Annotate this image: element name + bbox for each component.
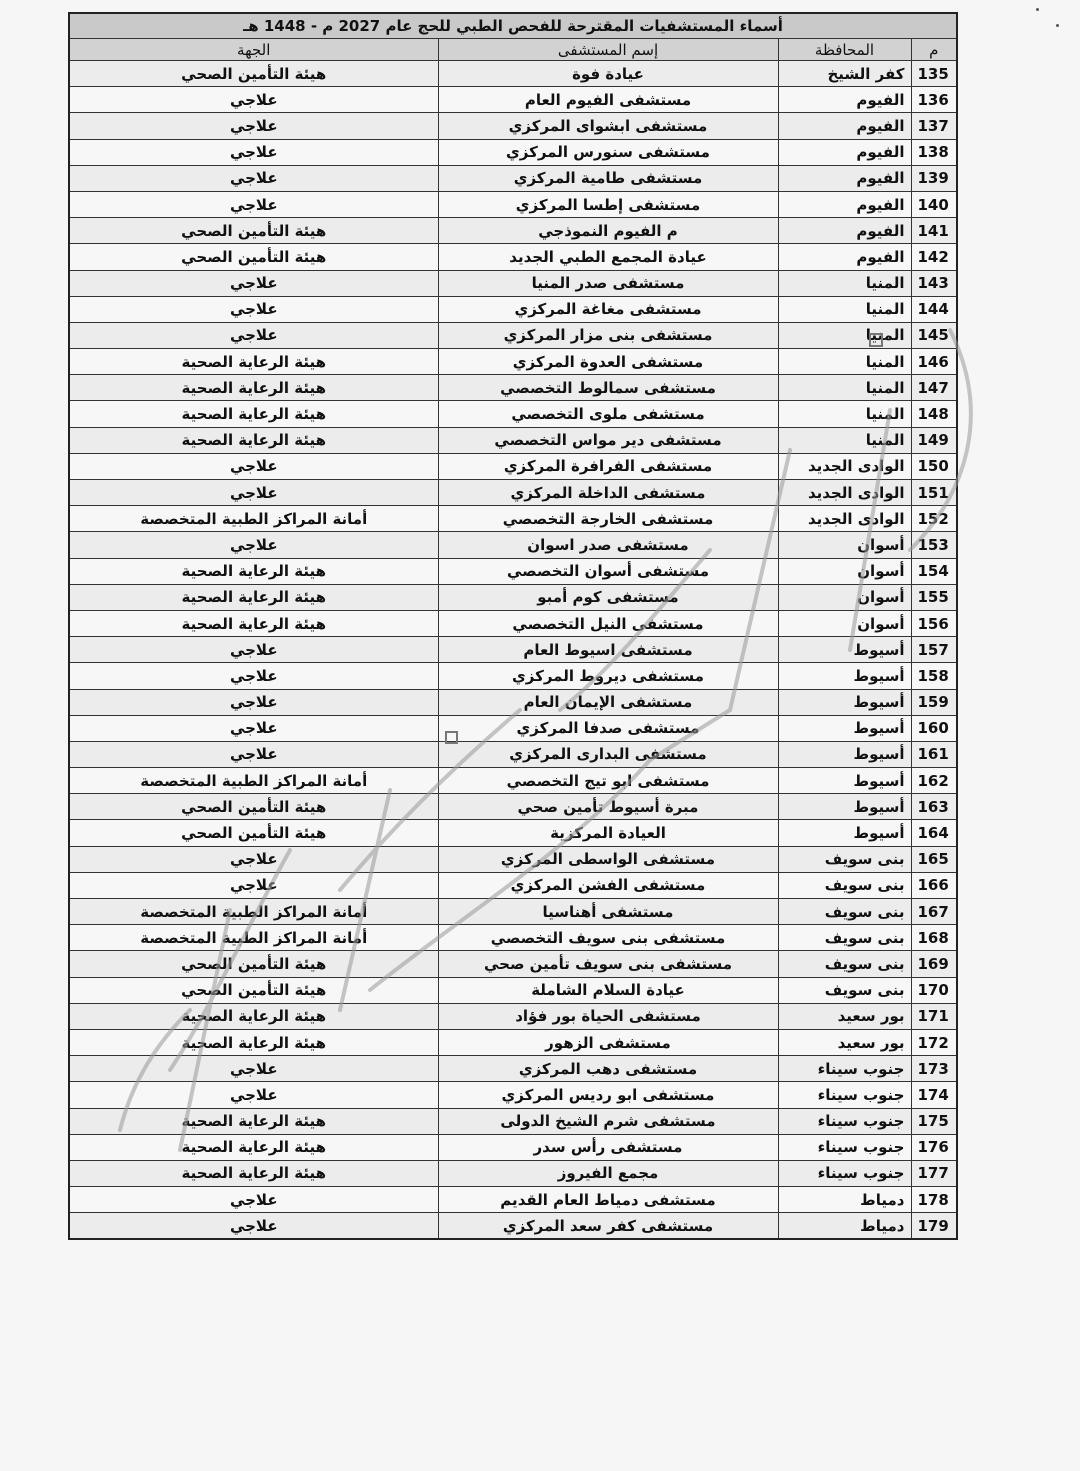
row-hospital-name: مستشفى الإيمان العام xyxy=(438,689,778,715)
table-row xyxy=(69,218,957,244)
row-authority: هيئة التأمين الصحي xyxy=(69,951,438,977)
row-number: 142 xyxy=(911,244,957,270)
row-governorate: الفيوم xyxy=(778,139,911,165)
row-authority: هيئة الرعاية الصحية xyxy=(69,401,438,427)
table-row xyxy=(69,480,957,506)
table-row xyxy=(69,270,957,296)
row-hospital-name: مستشفى العدوة المركزي xyxy=(438,349,778,375)
row-hospital-name: مستشفى البدارى المركزي xyxy=(438,741,778,767)
row-number: 135 xyxy=(911,61,957,87)
row-authority: علاجي xyxy=(69,165,438,191)
row-governorate: المنيا xyxy=(778,427,911,453)
row-governorate: المنيا xyxy=(778,296,911,322)
scan-speck xyxy=(1036,8,1039,11)
row-hospital-name: عيادة السلام الشاملة xyxy=(438,977,778,1003)
table-row xyxy=(69,1134,957,1160)
row-governorate: المنيا xyxy=(778,375,911,401)
row-hospital-name: مستشفى الخارجة التخصصي xyxy=(438,506,778,532)
table-row xyxy=(69,689,957,715)
table-row xyxy=(69,899,957,925)
table-row xyxy=(69,1160,957,1186)
row-governorate: أسوان xyxy=(778,584,911,610)
row-authority: علاجي xyxy=(69,322,438,348)
row-hospital-name: مبرة أسيوط تأمين صحي xyxy=(438,794,778,820)
row-authority: هيئة التأمين الصحي xyxy=(69,61,438,87)
row-hospital-name: مستشفى بنى سويف التخصصي xyxy=(438,925,778,951)
table-row xyxy=(69,846,957,872)
table-row xyxy=(69,244,957,270)
row-number: 151 xyxy=(911,480,957,506)
row-authority: هيئة الرعاية الصحية xyxy=(69,1003,438,1029)
row-number: 137 xyxy=(911,113,957,139)
row-authority: علاجي xyxy=(69,191,438,217)
row-number: 146 xyxy=(911,349,957,375)
row-authority: هيئة الرعاية الصحية xyxy=(69,1108,438,1134)
row-authority: هيئة التأمين الصحي xyxy=(69,794,438,820)
row-governorate: بور سعيد xyxy=(778,1003,911,1029)
row-governorate: أسوان xyxy=(778,558,911,584)
row-governorate: المنيا xyxy=(778,401,911,427)
table-row xyxy=(69,663,957,689)
row-authority: هيئة الرعاية الصحية xyxy=(69,558,438,584)
row-number: 175 xyxy=(911,1108,957,1134)
table-row xyxy=(69,322,957,348)
table-row xyxy=(69,61,957,87)
table-body xyxy=(69,61,957,1240)
row-governorate: أسيوط xyxy=(778,715,911,741)
row-governorate: الفيوم xyxy=(778,113,911,139)
row-governorate: أسيوط xyxy=(778,741,911,767)
row-authority: هيئة الرعاية الصحية xyxy=(69,349,438,375)
row-authority: علاجي xyxy=(69,139,438,165)
row-authority: هيئة الرعاية الصحية xyxy=(69,584,438,610)
row-hospital-name: عيادة فوة xyxy=(438,61,778,87)
table-row xyxy=(69,113,957,139)
row-governorate: جنوب سيناء xyxy=(778,1134,911,1160)
row-authority: أمانة المراكز الطبية المتخصصة xyxy=(69,768,438,794)
row-number: 154 xyxy=(911,558,957,584)
row-hospital-name: مستشفى ابو تيج التخصصي xyxy=(438,768,778,794)
table-row xyxy=(69,296,957,322)
row-governorate: الوادى الجديد xyxy=(778,453,911,479)
row-authority: هيئة التأمين الصحي xyxy=(69,820,438,846)
row-authority: علاجي xyxy=(69,1213,438,1240)
table-row xyxy=(69,453,957,479)
row-number: 153 xyxy=(911,532,957,558)
row-hospital-name: مستشفى الحياة بور فؤاد xyxy=(438,1003,778,1029)
row-number: 166 xyxy=(911,872,957,898)
row-governorate: بنى سويف xyxy=(778,872,911,898)
row-number: 147 xyxy=(911,375,957,401)
row-hospital-name: مستشفى الفرافرة المركزي xyxy=(438,453,778,479)
row-authority: هيئة التأمين الصحي xyxy=(69,977,438,1003)
column-header-row xyxy=(69,39,957,61)
row-hospital-name: م الفيوم النموذجي xyxy=(438,218,778,244)
table-row xyxy=(69,951,957,977)
row-hospital-name: مستشفى كفر سعد المركزي xyxy=(438,1213,778,1240)
row-number: 173 xyxy=(911,1056,957,1082)
table-row xyxy=(69,87,957,113)
row-number: 149 xyxy=(911,427,957,453)
row-governorate: الفيوم xyxy=(778,165,911,191)
row-authority: علاجي xyxy=(69,846,438,872)
row-hospital-name: مستشفى صدر المنيا xyxy=(438,270,778,296)
row-hospital-name: مستشفى إطسا المركزي xyxy=(438,191,778,217)
row-hospital-name: مستشفى بنى سويف تأمين صحي xyxy=(438,951,778,977)
row-hospital-name: مستشفى سمالوط التخصصي xyxy=(438,375,778,401)
row-hospital-name: مستشفى الفشن المركزي xyxy=(438,872,778,898)
table-row xyxy=(69,768,957,794)
row-number: 159 xyxy=(911,689,957,715)
row-number: 172 xyxy=(911,1029,957,1055)
row-governorate: بنى سويف xyxy=(778,899,911,925)
table-row xyxy=(69,925,957,951)
row-number: 174 xyxy=(911,1082,957,1108)
row-hospital-name: مستشفى طامية المركزي xyxy=(438,165,778,191)
scan-speck xyxy=(1056,24,1059,27)
row-authority: علاجي xyxy=(69,296,438,322)
row-number: 138 xyxy=(911,139,957,165)
row-governorate: الفيوم xyxy=(778,191,911,217)
table-row xyxy=(69,506,957,532)
row-hospital-name: مستشفى أهناسيا xyxy=(438,899,778,925)
row-number: 167 xyxy=(911,899,957,925)
row-authority: أمانة المراكز الطبية المتخصصة xyxy=(69,506,438,532)
row-authority: علاجي xyxy=(69,1187,438,1213)
row-number: 165 xyxy=(911,846,957,872)
row-hospital-name: مستشفى رأس سدر xyxy=(438,1134,778,1160)
row-governorate: أسوان xyxy=(778,610,911,636)
table-row xyxy=(69,139,957,165)
header-authority: الجهة xyxy=(69,39,438,61)
row-hospital-name: مستشفى دير مواس التخصصي xyxy=(438,427,778,453)
row-governorate: جنوب سيناء xyxy=(778,1056,911,1082)
row-governorate: المنيا xyxy=(778,270,911,296)
table-title: أسماء المستشفيات المقترحة للفحص الطبي للحج عام 2027 م - 1448 هـ xyxy=(69,13,957,39)
row-hospital-name: مستشفى أسوان التخصصي xyxy=(438,558,778,584)
row-governorate: بنى سويف xyxy=(778,977,911,1003)
row-number: 171 xyxy=(911,1003,957,1029)
row-number: 169 xyxy=(911,951,957,977)
table-row xyxy=(69,610,957,636)
row-authority: علاجي xyxy=(69,87,438,113)
row-governorate: الفيوم xyxy=(778,87,911,113)
row-authority: علاجي xyxy=(69,1056,438,1082)
row-governorate: أسيوط xyxy=(778,689,911,715)
row-number: 143 xyxy=(911,270,957,296)
row-governorate: أسيوط xyxy=(778,663,911,689)
table-row xyxy=(69,977,957,1003)
row-governorate: جنوب سيناء xyxy=(778,1082,911,1108)
row-number: 141 xyxy=(911,218,957,244)
row-authority: علاجي xyxy=(69,689,438,715)
table-row xyxy=(69,165,957,191)
row-governorate: جنوب سيناء xyxy=(778,1108,911,1134)
row-governorate: بنى سويف xyxy=(778,951,911,977)
row-governorate: بور سعيد xyxy=(778,1029,911,1055)
table-row xyxy=(69,794,957,820)
row-authority: أمانة المراكز الطبية المتخصصة xyxy=(69,899,438,925)
row-hospital-name: مستشفى الداخلة المركزي xyxy=(438,480,778,506)
row-number: 158 xyxy=(911,663,957,689)
row-number: 178 xyxy=(911,1187,957,1213)
row-governorate: أسيوط xyxy=(778,637,911,663)
row-number: 136 xyxy=(911,87,957,113)
row-number: 139 xyxy=(911,165,957,191)
row-governorate: دمياط xyxy=(778,1213,911,1240)
row-governorate: أسيوط xyxy=(778,820,911,846)
table-row xyxy=(69,349,957,375)
row-hospital-name: مستشفى ابو رديس المركزي xyxy=(438,1082,778,1108)
row-governorate: المنيا xyxy=(778,349,911,375)
row-authority: هيئة الرعاية الصحية xyxy=(69,610,438,636)
table-row xyxy=(69,1187,957,1213)
row-authority: علاجي xyxy=(69,637,438,663)
row-authority: علاجي xyxy=(69,532,438,558)
row-authority: علاجي xyxy=(69,270,438,296)
row-authority: هيئة الرعاية الصحية xyxy=(69,1029,438,1055)
row-hospital-name: مستشفى الفيوم العام xyxy=(438,87,778,113)
table-row xyxy=(69,427,957,453)
table-row xyxy=(69,637,957,663)
table-row xyxy=(69,1108,957,1134)
row-number: 152 xyxy=(911,506,957,532)
row-number: 145 xyxy=(911,322,957,348)
row-authority: هيئة الرعاية الصحية xyxy=(69,375,438,401)
table-row xyxy=(69,191,957,217)
row-hospital-name: مستشفى الواسطى المركزي xyxy=(438,846,778,872)
row-governorate: جنوب سيناء xyxy=(778,1160,911,1186)
row-authority: علاجي xyxy=(69,1082,438,1108)
row-hospital-name: مستشفى دمياط العام القديم xyxy=(438,1187,778,1213)
row-authority: هيئة التأمين الصحي xyxy=(69,244,438,270)
row-hospital-name: مستشفى بنى مزار المركزي xyxy=(438,322,778,348)
table-row xyxy=(69,375,957,401)
table-row xyxy=(69,1003,957,1029)
row-hospital-name: مستشفى سنورس المركزي xyxy=(438,139,778,165)
row-authority: علاجي xyxy=(69,113,438,139)
row-number: 164 xyxy=(911,820,957,846)
row-authority: أمانة المراكز الطبية المتخصصة xyxy=(69,925,438,951)
row-number: 179 xyxy=(911,1213,957,1240)
row-governorate: الوادى الجديد xyxy=(778,480,911,506)
row-authority: علاجي xyxy=(69,480,438,506)
row-authority: علاجي xyxy=(69,741,438,767)
row-governorate: أسوان xyxy=(778,532,911,558)
row-number: 156 xyxy=(911,610,957,636)
row-hospital-name: مستشفى صدفا المركزي xyxy=(438,715,778,741)
row-number: 177 xyxy=(911,1160,957,1186)
row-authority: هيئة الرعاية الصحية xyxy=(69,1134,438,1160)
table-row xyxy=(69,1056,957,1082)
row-authority: هيئة التأمين الصحي xyxy=(69,218,438,244)
row-number: 176 xyxy=(911,1134,957,1160)
row-number: 148 xyxy=(911,401,957,427)
row-governorate: أسيوط xyxy=(778,794,911,820)
row-hospital-name: مستشفى الزهور xyxy=(438,1029,778,1055)
row-hospital-name: مستشفى النيل التخصصي xyxy=(438,610,778,636)
table-row xyxy=(69,1213,957,1240)
table-row xyxy=(69,584,957,610)
row-hospital-name: مستشفى شرم الشيخ الدولى xyxy=(438,1108,778,1134)
row-number: 161 xyxy=(911,741,957,767)
table-row xyxy=(69,820,957,846)
row-authority: علاجي xyxy=(69,663,438,689)
row-hospital-name: العيادة المركزية xyxy=(438,820,778,846)
row-number: 160 xyxy=(911,715,957,741)
table-row xyxy=(69,1029,957,1055)
row-governorate: الوادى الجديد xyxy=(778,506,911,532)
row-number: 150 xyxy=(911,453,957,479)
row-hospital-name: مستشفى ابشواى المركزي xyxy=(438,113,778,139)
row-hospital-name: مستشفى ملوى التخصصي xyxy=(438,401,778,427)
row-number: 163 xyxy=(911,794,957,820)
row-hospital-name: مستشفى اسيوط العام xyxy=(438,637,778,663)
row-governorate: المنيا xyxy=(778,322,911,348)
row-governorate: دمياط xyxy=(778,1187,911,1213)
header-governorate: المحافظة xyxy=(778,39,911,61)
row-number: 157 xyxy=(911,637,957,663)
row-governorate: بنى سويف xyxy=(778,925,911,951)
header-hospital: إسم المستشفى xyxy=(438,39,778,61)
row-hospital-name: مجمع الفيروز xyxy=(438,1160,778,1186)
table-row xyxy=(69,1082,957,1108)
row-authority: هيئة الرعاية الصحية xyxy=(69,427,438,453)
header-num: م xyxy=(911,39,957,61)
row-hospital-name: مستشفى ديروط المركزي xyxy=(438,663,778,689)
row-authority: علاجي xyxy=(69,715,438,741)
row-hospital-name: عيادة المجمع الطبي الجديد xyxy=(438,244,778,270)
row-governorate: أسيوط xyxy=(778,768,911,794)
row-governorate: كفر الشيخ xyxy=(778,61,911,87)
table-row xyxy=(69,872,957,898)
row-hospital-name: مستشفى مغاغة المركزي xyxy=(438,296,778,322)
row-governorate: الفيوم xyxy=(778,218,911,244)
table-row xyxy=(69,532,957,558)
row-authority: علاجي xyxy=(69,453,438,479)
row-hospital-name: مستشفى دهب المركزي xyxy=(438,1056,778,1082)
row-number: 155 xyxy=(911,584,957,610)
row-number: 168 xyxy=(911,925,957,951)
row-number: 140 xyxy=(911,191,957,217)
hospitals-table xyxy=(68,12,958,1240)
row-governorate: الفيوم xyxy=(778,244,911,270)
row-hospital-name: مستشفى كوم أمبو xyxy=(438,584,778,610)
row-authority: هيئة الرعاية الصحية xyxy=(69,1160,438,1186)
table-row xyxy=(69,715,957,741)
row-number: 170 xyxy=(911,977,957,1003)
table-row xyxy=(69,558,957,584)
row-authority: علاجي xyxy=(69,872,438,898)
row-number: 162 xyxy=(911,768,957,794)
table-row xyxy=(69,741,957,767)
row-number: 144 xyxy=(911,296,957,322)
row-governorate: بنى سويف xyxy=(778,846,911,872)
row-hospital-name: مستشفى صدر اسوان xyxy=(438,532,778,558)
table-row xyxy=(69,401,957,427)
